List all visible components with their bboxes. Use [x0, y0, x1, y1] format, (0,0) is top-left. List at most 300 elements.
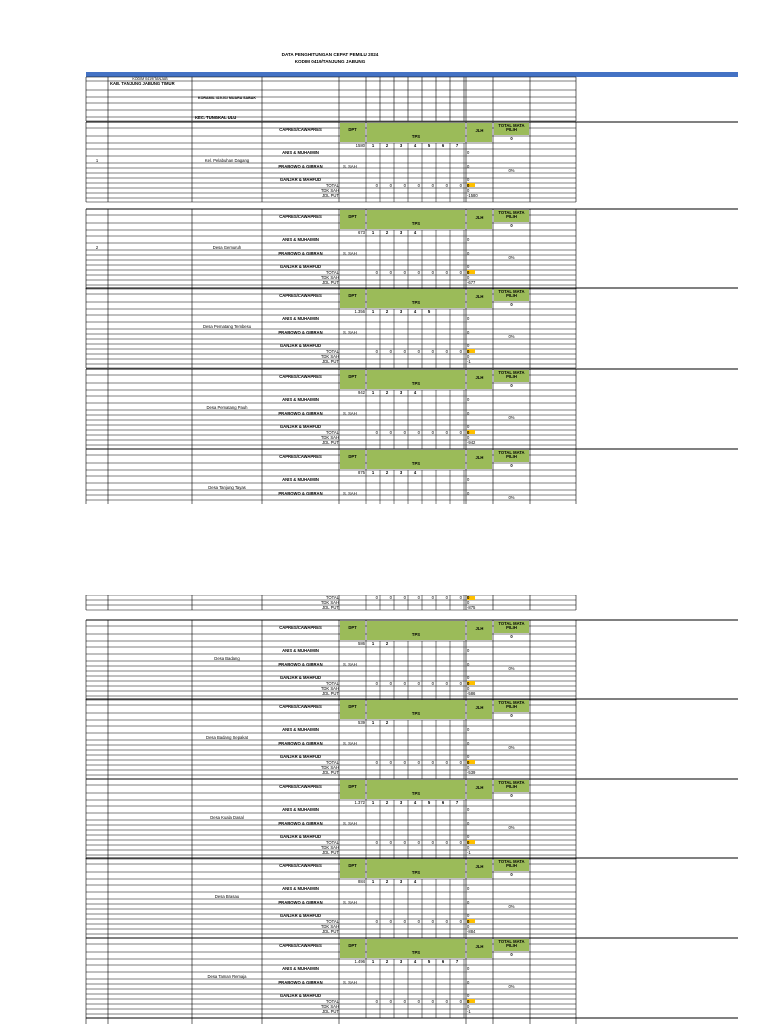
total-label: TOTAL — [325, 429, 339, 435]
tps-number: 4 — [413, 959, 417, 964]
tdk-sah-value: 0 — [467, 1003, 470, 1009]
total-mata-header: TOTAL MATA — [498, 450, 525, 455]
tps-header: TPS — [411, 300, 421, 305]
total-mata-value: 0 — [510, 223, 513, 228]
percentage-value: 0% — [508, 666, 515, 671]
tps-number: 2 — [385, 390, 389, 395]
tps-header: TPS — [411, 381, 421, 386]
dpt-value: 942 — [358, 390, 365, 395]
tps-total: 0 — [389, 182, 392, 188]
jdl-put-label: JDL PUT — [322, 192, 339, 198]
jlh-prabowo: 0 — [467, 980, 470, 985]
tps-total: 0 — [459, 182, 462, 188]
candidate-anis: ANIS & MUHAIMIN — [282, 966, 319, 971]
candidate-anis: ANIS & MUHAIMIN — [282, 727, 319, 732]
jlh-ganjar: 0 — [467, 754, 470, 759]
candidate-prabowo: PRABOWO & GIBRAN — [278, 980, 323, 985]
tps-number: 1 — [371, 230, 375, 235]
jlh-anis: 0 — [467, 807, 470, 812]
tps-total: 0 — [431, 348, 434, 354]
tps-header: TPS — [411, 791, 421, 796]
candidate-ganjar: GANJAR & MAHFUD — [279, 177, 322, 182]
tps-total: 0 — [459, 998, 462, 1004]
dpt-header-cell — [340, 450, 365, 469]
tps-total: 0 — [403, 594, 406, 600]
koramil-label: KORAMIL 419-01/ MUARA SABAK — [198, 96, 256, 100]
tps-number: 4 — [413, 879, 417, 884]
pilih-header: PILIH — [506, 374, 517, 379]
candidate-prabowo: PRABOWO & GIBRAN — [278, 411, 323, 416]
tps-total: 0 — [417, 429, 420, 435]
kab-label: KAB. TANJUNG JABUNG TIMUR — [110, 81, 175, 86]
s-sah-label: S. SAH — [343, 411, 357, 416]
tps-total: 0 — [431, 839, 434, 845]
jlh-header: JLH — [475, 626, 484, 631]
candidate-prabowo: PRABOWO & GIBRAN — [278, 662, 323, 667]
percentage-value: 0% — [508, 904, 515, 909]
tps-total: 0 — [445, 998, 448, 1004]
jlh-total: 0 — [467, 269, 470, 275]
total-mata-value: 0 — [510, 383, 513, 388]
percentage-value: 0% — [508, 745, 515, 750]
candidate-anis: ANIS & MUHAIMIN — [282, 150, 319, 155]
tps-total: 0 — [389, 839, 392, 845]
jlh-total: 0 — [467, 348, 470, 354]
jlh-ganjar: 0 — [467, 264, 470, 269]
total-label: TOTAL — [325, 918, 339, 924]
tdk-sah-label: TDK SAH — [320, 923, 339, 929]
capres-header: CAPRES/CAWAPRES — [279, 784, 322, 789]
jlh-ganjar: 0 — [467, 993, 470, 998]
tps-total: 0 — [445, 269, 448, 275]
jlh-ganjar: 0 — [467, 343, 470, 348]
tps-total: 0 — [431, 918, 434, 924]
jdl-put-label: JDL PUT — [322, 928, 339, 934]
tps-number: 1 — [371, 470, 375, 475]
jlh-anis: 0 — [467, 316, 470, 321]
jlh-prabowo: 0 — [467, 330, 470, 335]
tps-total: 0 — [389, 429, 392, 435]
tps-total: 0 — [403, 269, 406, 275]
total-label: TOTAL — [325, 269, 339, 275]
candidate-prabowo: PRABOWO & GIBRAN — [278, 821, 323, 826]
tps-total: 0 — [431, 998, 434, 1004]
jlh-total: 0 — [467, 918, 470, 924]
pilih-header: PILIH — [506, 625, 517, 630]
s-sah-label: S. SAH — [343, 330, 357, 335]
tps-header: TPS — [411, 221, 421, 226]
tps-total: 0 — [389, 594, 392, 600]
candidate-prabowo: PRABOWO & GIBRAN — [278, 900, 323, 905]
tps-header: TPS — [411, 711, 421, 716]
jlh-ganjar: 0 — [467, 834, 470, 839]
jdl-put-label: JDL PUT — [322, 849, 339, 855]
village-name: Desa Gemuruh — [212, 245, 242, 250]
tps-total: 0 — [375, 182, 378, 188]
percentage-value: 0% — [508, 334, 515, 339]
tps-total: 0 — [389, 998, 392, 1004]
dpt-header-cell — [340, 123, 365, 142]
row-number: 1 — [95, 158, 99, 163]
tps-total: 0 — [403, 429, 406, 435]
tps-number: 1 — [371, 309, 375, 314]
jdl-put-value: -586 — [467, 690, 476, 696]
tps-total: 0 — [445, 759, 448, 765]
tps-total: 0 — [403, 839, 406, 845]
s-sah-label: S. SAH — [343, 741, 357, 746]
total-mata-value: 0 — [510, 302, 513, 307]
tps-total: 0 — [459, 918, 462, 924]
tps-total: 0 — [459, 269, 462, 275]
candidate-ganjar: GANJAR & MAHFUD — [279, 424, 322, 429]
jlh-header: JLH — [475, 864, 484, 869]
total-mata-header: TOTAL MATA — [498, 700, 525, 705]
jlh-total: 0 — [467, 680, 470, 686]
tps-total: 0 — [403, 998, 406, 1004]
jlh-anis: 0 — [467, 150, 470, 155]
dpt-value: 1.372 — [354, 800, 365, 805]
tps-total: 0 — [417, 348, 420, 354]
tps-total: 0 — [375, 918, 378, 924]
total-mata-value: 0 — [510, 793, 513, 798]
jlh-anis: 0 — [467, 886, 470, 891]
total-label: TOTAL — [325, 759, 339, 765]
village-name: Desa Badang — [214, 656, 240, 661]
pilih-header: PILIH — [506, 214, 517, 219]
percentage-value: 0% — [508, 495, 515, 500]
jdl-put-label: JDL PUT — [322, 358, 339, 364]
tps-number: 4 — [413, 390, 417, 395]
tps-number: 2 — [385, 143, 389, 148]
tps-number: 4 — [413, 230, 417, 235]
village-name: Desa Badang Sepakat — [206, 735, 248, 740]
tps-number: 6 — [441, 959, 445, 964]
tps-number: 2 — [385, 309, 389, 314]
tps-total: 0 — [445, 918, 448, 924]
tps-number: 1 — [371, 800, 375, 805]
tdk-sah-value: 0 — [467, 187, 470, 193]
dpt-value: 539 — [358, 720, 365, 725]
jlh-header: JLH — [475, 128, 484, 133]
jlh-total: 0 — [467, 429, 470, 435]
jlh-header: JLH — [475, 294, 484, 299]
s-sah-label: S. SAH — [343, 491, 357, 496]
tps-header: TPS — [411, 632, 421, 637]
tps-total: 0 — [375, 759, 378, 765]
dpt-header-cell — [340, 780, 365, 799]
s-sah-label: S. SAH — [343, 251, 357, 256]
tps-total: 0 — [431, 429, 434, 435]
tps-total: 0 — [445, 594, 448, 600]
jdl-put-label: JDL PUT — [322, 690, 339, 696]
page-break — [80, 504, 760, 595]
tps-number: 2 — [385, 470, 389, 475]
tps-total: 0 — [375, 998, 378, 1004]
tps-number: 2 — [385, 959, 389, 964]
jlh-total: 0 — [467, 839, 470, 845]
tps-total: 0 — [431, 269, 434, 275]
jlh-ganjar: 0 — [467, 424, 470, 429]
candidate-anis: ANIS & MUHAIMIN — [282, 316, 319, 321]
dpt-header-cell — [340, 859, 365, 878]
jlh-header: JLH — [475, 944, 484, 949]
tps-total: 0 — [375, 429, 378, 435]
total-label: TOTAL — [325, 348, 339, 354]
jdl-put-value: -942 — [467, 439, 476, 445]
tps-total: 0 — [417, 269, 420, 275]
candidate-ganjar: GANJAR & MAHFUD — [279, 754, 322, 759]
tps-number: 2 — [385, 720, 389, 725]
tps-total: 0 — [459, 348, 462, 354]
tdk-sah-label: TDK SAH — [320, 274, 339, 280]
tps-number: 6 — [441, 143, 445, 148]
total-label: TOTAL — [325, 998, 339, 1004]
jlh-header: JLH — [475, 215, 484, 220]
tdk-sah-label: TDK SAH — [320, 187, 339, 193]
capres-header: CAPRES/CAWAPRES — [279, 625, 322, 630]
s-sah-label: S. SAH — [343, 900, 357, 905]
tps-total: 0 — [445, 680, 448, 686]
dpt-header: DPT — [348, 454, 357, 459]
tps-number: 3 — [399, 800, 403, 805]
jlh-prabowo: 0 — [467, 741, 470, 746]
dpt-header-cell — [340, 289, 365, 308]
capres-header: CAPRES/CAWAPRES — [279, 127, 322, 132]
tps-total: 0 — [403, 348, 406, 354]
tps-total: 0 — [459, 839, 462, 845]
tdk-sah-label: TDK SAH — [320, 599, 339, 605]
candidate-ganjar: GANJAR & MAHFUD — [279, 834, 322, 839]
tps-total: 0 — [375, 680, 378, 686]
capres-header: CAPRES/CAWAPRES — [279, 943, 322, 948]
tps-total: 0 — [417, 918, 420, 924]
row-number: 2 — [95, 245, 99, 250]
jdl-put-value: -1580 — [467, 192, 478, 198]
total-mata-value: 0 — [510, 952, 513, 957]
dpt-header-cell — [340, 210, 365, 229]
tps-number: 4 — [413, 800, 417, 805]
dpt-value: 1.356 — [354, 309, 365, 314]
tdk-sah-label: TDK SAH — [320, 685, 339, 691]
dpt-header: DPT — [348, 863, 357, 868]
tps-number: 1 — [371, 143, 375, 148]
tps-number: 7 — [455, 959, 459, 964]
dpt-header: DPT — [348, 293, 357, 298]
pilih-header: PILIH — [506, 127, 517, 132]
jlh-total: 0 — [467, 594, 470, 600]
tps-total: 0 — [389, 680, 392, 686]
dpt-header: DPT — [348, 704, 357, 709]
tps-total: 0 — [403, 759, 406, 765]
candidate-anis: ANIS & MUHAIMIN — [282, 477, 319, 482]
tps-number: 4 — [413, 309, 417, 314]
jlh-total: 0 — [467, 182, 470, 188]
tps-number: 3 — [399, 143, 403, 148]
candidate-prabowo: PRABOWO & GIBRAN — [278, 330, 323, 335]
percentage-value: 0% — [508, 825, 515, 830]
jdl-put-value: -1 — [467, 1008, 471, 1014]
pilih-header: PILIH — [506, 293, 517, 298]
tps-number: 1 — [371, 390, 375, 395]
s-sah-label: S. SAH — [343, 164, 357, 169]
jdl-put-value: -677 — [467, 279, 476, 285]
report-title: DATA PENGHITUNGAN CEPAT PEMILU 2024 — [281, 52, 379, 57]
jlh-anis: 0 — [467, 648, 470, 653]
total-mata-value: 0 — [510, 463, 513, 468]
tdk-sah-label: TDK SAH — [320, 434, 339, 440]
tps-number: 3 — [399, 959, 403, 964]
tps-header: TPS — [411, 134, 421, 139]
jlh-total: 0 — [467, 998, 470, 1004]
tps-total: 0 — [417, 759, 420, 765]
candidate-prabowo: PRABOWO & GIBRAN — [278, 251, 323, 256]
candidate-anis: ANIS & MUHAIMIN — [282, 397, 319, 402]
tps-total: 0 — [417, 680, 420, 686]
total-label: TOTAL — [325, 182, 339, 188]
tps-number: 4 — [413, 470, 417, 475]
jlh-header: JLH — [475, 705, 484, 710]
dpt-header: DPT — [348, 943, 357, 948]
total-mata-header: TOTAL MATA — [498, 289, 525, 294]
candidate-prabowo: PRABOWO & GIBRAN — [278, 491, 323, 496]
tps-total: 0 — [417, 839, 420, 845]
percentage-value: 0% — [508, 255, 515, 260]
pilih-header: PILIH — [506, 454, 517, 459]
jlh-anis: 0 — [467, 727, 470, 732]
village-name: Desa Pematang Tembesu — [202, 324, 252, 329]
tdk-sah-label: TDK SAH — [320, 764, 339, 770]
jdl-put-label: JDL PUT — [322, 604, 339, 610]
tps-total: 0 — [431, 680, 434, 686]
tps-number: 1 — [371, 720, 375, 725]
total-mata-header: TOTAL MATA — [498, 780, 525, 785]
total-mata-value: 0 — [510, 872, 513, 877]
total-mata-value: 0 — [510, 713, 513, 718]
pilih-header: PILIH — [506, 704, 517, 709]
tdk-sah-value: 0 — [467, 764, 470, 770]
tdk-sah-value: 0 — [467, 685, 470, 691]
jdl-put-value: -884 — [467, 928, 476, 934]
candidate-ganjar: GANJAR & MAHFUD — [279, 675, 322, 680]
tps-number: 3 — [399, 879, 403, 884]
jdl-put-value: -875 — [467, 604, 476, 610]
tps-total: 0 — [445, 348, 448, 354]
tps-total: 0 — [403, 182, 406, 188]
jlh-anis: 0 — [467, 237, 470, 242]
dpt-header-cell — [340, 621, 365, 640]
tps-header: TPS — [411, 870, 421, 875]
percentage-value: 0% — [508, 984, 515, 989]
tps-total: 0 — [459, 594, 462, 600]
tps-total: 0 — [403, 918, 406, 924]
jdl-put-value: -1 — [467, 849, 471, 855]
dpt-header: DPT — [348, 127, 357, 132]
jdl-put-value: -539 — [467, 769, 476, 775]
tps-number: 2 — [385, 230, 389, 235]
tps-total: 0 — [375, 594, 378, 600]
tps-total: 0 — [417, 998, 420, 1004]
total-mata-header: TOTAL MATA — [498, 859, 525, 864]
s-sah-label: S. SAH — [343, 980, 357, 985]
jdl-put-label: JDL PUT — [322, 769, 339, 775]
tps-total: 0 — [389, 269, 392, 275]
village-name: Desa Pematang Pauh — [206, 405, 248, 410]
tps-number: 2 — [385, 800, 389, 805]
tps-number: 6 — [441, 800, 445, 805]
jlh-prabowo: 0 — [467, 164, 470, 169]
tps-number: 2 — [385, 879, 389, 884]
jlh-prabowo: 0 — [467, 821, 470, 826]
total-mata-header: TOTAL MATA — [498, 939, 525, 944]
jdl-put-label: JDL PUT — [322, 279, 339, 285]
jlh-prabowo: 0 — [467, 251, 470, 256]
capres-header: CAPRES/CAWAPRES — [279, 293, 322, 298]
tps-header: TPS — [411, 461, 421, 466]
tdk-sah-value: 0 — [467, 274, 470, 280]
tps-total: 0 — [375, 348, 378, 354]
tps-number: 3 — [399, 230, 403, 235]
tdk-sah-value: 0 — [467, 599, 470, 605]
s-sah-label: S. SAH — [343, 662, 357, 667]
tps-total: 0 — [417, 182, 420, 188]
tdk-sah-label: TDK SAH — [320, 353, 339, 359]
dpt-header: DPT — [348, 784, 357, 789]
tdk-sah-value: 0 — [467, 923, 470, 929]
dpt-header-cell — [340, 939, 365, 958]
total-mata-header: TOTAL MATA — [498, 210, 525, 215]
percentage-value: 0% — [508, 415, 515, 420]
village-name: Desa Kuala Dasal — [210, 815, 244, 820]
tdk-sah-value: 0 — [467, 844, 470, 850]
tps-number: 3 — [399, 309, 403, 314]
jlh-anis: 0 — [467, 966, 470, 971]
tps-total: 0 — [431, 594, 434, 600]
tps-total: 0 — [417, 594, 420, 600]
village-name: Kel. Pelabuhan Dagang — [204, 158, 250, 163]
jdl-put-label: JDL PUT — [322, 1008, 339, 1014]
capres-header: CAPRES/CAWAPRES — [279, 214, 322, 219]
jlh-prabowo: 0 — [467, 491, 470, 496]
report-subtitle: KODIM 0419/TANJUNG JABUNG — [294, 59, 366, 64]
tps-total: 0 — [431, 182, 434, 188]
tps-number: 4 — [413, 143, 417, 148]
kec-label: KEC. TUNGKAL ULU — [195, 115, 237, 120]
tps-number: 7 — [455, 800, 459, 805]
candidate-ganjar: GANJAR & MAHFUD — [279, 993, 322, 998]
tps-total: 0 — [459, 429, 462, 435]
tps-number: 2 — [385, 641, 389, 646]
capres-header: CAPRES/CAWAPRES — [279, 454, 322, 459]
tps-total: 0 — [389, 918, 392, 924]
total-mata-value: 0 — [510, 136, 513, 141]
jlh-ganjar: 0 — [467, 177, 470, 182]
tps-total: 0 — [375, 269, 378, 275]
dpt-header-cell — [340, 370, 365, 389]
village-name: Desa Brasau — [214, 894, 240, 899]
tps-total: 0 — [445, 429, 448, 435]
percentage-value: 0% — [508, 168, 515, 173]
tdk-sah-value: 0 — [467, 434, 470, 440]
tps-number: 5 — [427, 309, 431, 314]
tps-total: 0 — [459, 680, 462, 686]
village-name: Desa Tanjung Tayas — [208, 485, 246, 490]
tdk-sah-value: 0 — [467, 353, 470, 359]
jdl-put-label: JDL PUT — [322, 439, 339, 445]
jlh-ganjar: 0 — [467, 675, 470, 680]
jlh-header: JLH — [475, 455, 484, 460]
dpt-header-cell — [340, 700, 365, 719]
tps-number: 5 — [427, 800, 431, 805]
